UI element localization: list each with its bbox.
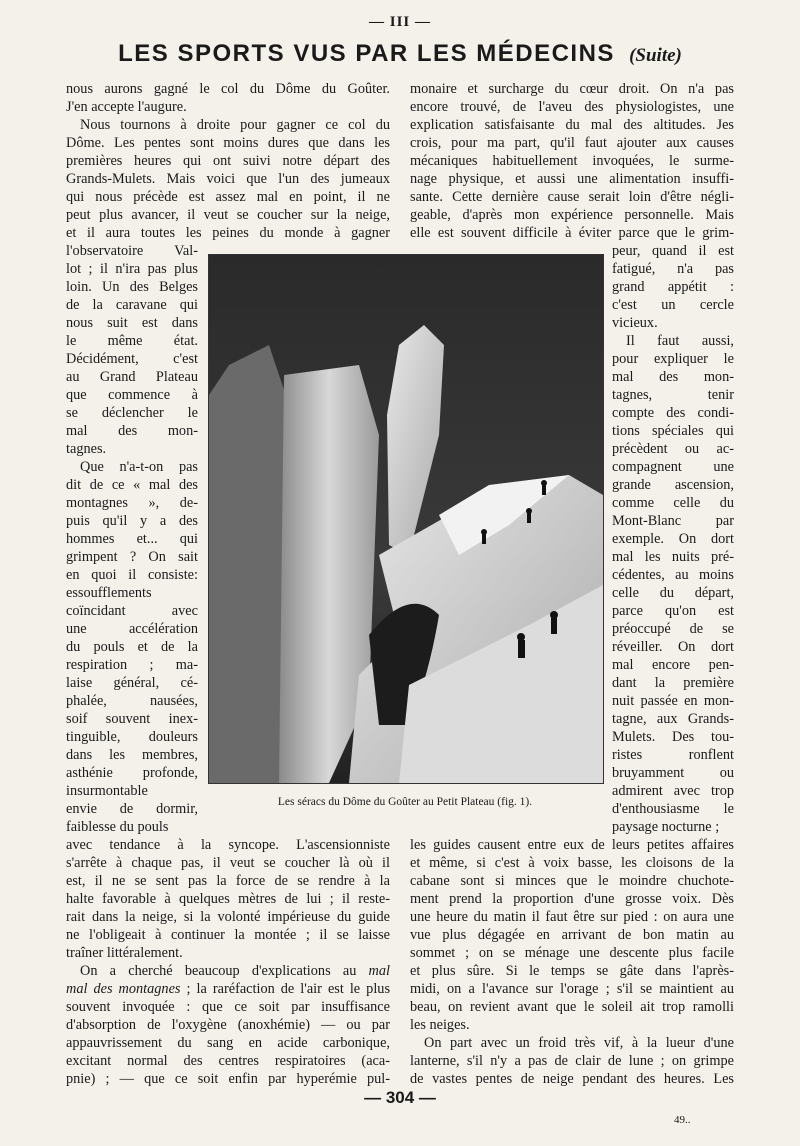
text-line: asthénie profonde,: [66, 765, 198, 781]
text-line: les guides causent entre eux de leurs petites affaires: [410, 837, 734, 853]
text-line: Il faut aussi,: [626, 333, 734, 349]
text-line: sante. Cette dernière cause serait loin d'être négli-: [410, 189, 734, 205]
text-line: peur, quand il est: [612, 243, 734, 259]
text-line: vicieux.: [612, 315, 658, 331]
text-line: une accélération: [66, 621, 198, 637]
text-line: et plus sûre. Si le temps se gâte dans l'après-: [410, 963, 734, 979]
text-line: ristes ronflent: [612, 747, 734, 763]
text-line: [66, 962, 390, 980]
text-line: excitant normal des centres respiratoires (aca-: [66, 1053, 390, 1069]
text-line: grande ascension,: [612, 477, 734, 493]
text-line: c'est un cercle: [612, 297, 734, 313]
page-number-bottom: — 304 —: [364, 1088, 436, 1107]
text-line: monaire et surcharge du cœur droit. On n'a pas: [410, 81, 734, 97]
text-line: d'enthousiasme le: [612, 801, 734, 817]
text-segment: ; la raréfaction de l'air est le plus: [186, 981, 391, 997]
text-line: lanterne, s'il n'y a pas de clair de lune ; on grimpe: [410, 1053, 734, 1069]
text-line: d'absorption de l'oxygène (anoxhémie) — ou par: [66, 1017, 390, 1033]
text-line: une heure du matin il faut être sur pied : on aura une: [410, 909, 734, 925]
text-segment: On a cherché beaucoup d'explications au: [80, 963, 357, 979]
text-line: le même état.: [66, 333, 198, 349]
text-line: elle est souvent difficile à éviter parce que le grim-: [410, 225, 734, 241]
text-line: [66, 980, 390, 998]
text-line: qui nous précède est assez mal en point, il ne: [66, 189, 390, 205]
text-line: paysage nocturne ;: [612, 819, 720, 835]
text-line: nuit passée en mon-: [612, 693, 734, 709]
text-line: cédentes, au moins: [612, 567, 734, 583]
text-line: s'arrête à chaque pas, il veut se coucher là où il: [66, 855, 390, 871]
text-line: Décidément, c'est: [66, 351, 198, 367]
text-line: et il aura toutes les peines du monde à gagner: [66, 225, 390, 241]
text-line: de vastes pentes de neige pendant des heures. Les: [410, 1071, 734, 1087]
page-title: [0, 40, 800, 68]
text-line: compagnent une: [612, 459, 734, 475]
text-line: tagne, aux Grands-: [612, 711, 734, 727]
text-line: mécaniques habituellement invoquées, le surme-: [410, 153, 734, 169]
text-line: mal les nuits pré-: [612, 549, 734, 565]
text-line: l'observatoire Val-: [66, 243, 198, 259]
text-line: souvent invoquée : que ce soit par insuffisance: [66, 999, 390, 1015]
text-line: phalée, nausées,: [66, 693, 198, 709]
text-line: Que n'a-t-on pas: [80, 459, 198, 475]
text-line: compte des condi-: [612, 405, 734, 421]
title-suffix: (Suite): [629, 45, 682, 66]
text-line: Mont-Blanc par: [612, 513, 734, 529]
text-line: tions spéciales qui: [612, 423, 734, 439]
italic-term: mal: [368, 963, 390, 979]
text-line: lot ; il n'ira pas plus: [66, 261, 198, 277]
text-line: avec tendance à la syncope. L'ascensionniste: [66, 837, 390, 853]
page-number-top: — III —: [368, 14, 431, 30]
text-line: Nous tournons à droite pour gagner ce col du: [80, 117, 390, 133]
text-line: hommes et... qui: [66, 531, 198, 547]
text-line: fatigué, n'a pas: [612, 261, 734, 277]
text-line: et même, si c'est à voix basse, les cloisons de la: [410, 855, 734, 871]
text-line: admirent avec trop: [612, 783, 734, 799]
text-line: que commence à: [66, 387, 198, 403]
text-line: ne l'obligeait à continuer la montée ; il se laisse: [66, 927, 390, 943]
text-line: vue plus dégagée en arrivant de bon matin au: [410, 927, 734, 943]
text-line: précèdent ou ac-: [612, 441, 734, 457]
text-line: mal encore pen-: [612, 657, 734, 673]
text-line: mal des mon-: [612, 369, 734, 385]
text-line: nous suit est dans: [66, 315, 198, 331]
text-line: tinguible, douleurs: [66, 729, 198, 745]
text-line: bruyamment ou: [612, 765, 734, 781]
text-line: appauvrissement du sang en acide carbonique,: [66, 1035, 390, 1051]
text-line: nous aurons gagné le col du Dôme du Goûter.: [66, 81, 390, 97]
text-line: exemple. On dort: [612, 531, 734, 547]
text-line: faiblesse du pouls: [66, 819, 169, 835]
text-line: mal des mon-: [66, 423, 198, 439]
text-line: parce qu'on est: [612, 603, 734, 619]
text-line: loin. Un des Belges: [66, 279, 198, 295]
text-line: crois, pour ma part, qu'il faut ajouter aux causes: [410, 135, 734, 151]
text-line: Mulets. Des tou-: [612, 729, 734, 745]
text-line: ment prend la proportion d'une grosse voix. Dès: [410, 891, 734, 907]
text-line: dant la première: [612, 675, 734, 691]
text-line: dans les membres,: [66, 747, 198, 763]
text-line: pour expliquer le: [612, 351, 734, 367]
text-line: se déclencher le: [66, 405, 198, 421]
text-line: explication satisfaisante du mal des altitudes. Jes: [410, 117, 734, 133]
text-line: cabane sont si minces que le moindre chuchote-: [410, 873, 734, 889]
text-line: laise général, cé-: [66, 675, 198, 691]
text-line: dit de ce « mal des: [66, 477, 198, 493]
text-line: premières heures qui ont suivi notre départ des: [66, 153, 390, 169]
text-line: J'en accepte l'augure.: [66, 99, 187, 115]
figure-photo: [208, 254, 604, 784]
text-line: Dôme. Les pentes sont moins dures que dans les: [66, 135, 390, 151]
figure-caption: Les séracs du Dôme du Goûter au Petit Plateau (fig. 1).: [277, 796, 533, 808]
text-line: comme celle du: [612, 495, 734, 511]
text-line: coïncidant avec: [66, 603, 198, 619]
text-line: montagnes », de-: [66, 495, 198, 511]
title-text: LES SPORTS VUS PAR LES MÉDECINS: [118, 40, 615, 67]
text-line: tagnes, tenir: [612, 387, 734, 403]
text-line: du pouls et de la: [66, 639, 198, 655]
text-line: encore trouvé, de l'aveu des physiologistes, une: [410, 99, 734, 115]
text-line: On part avec un froid très vif, à la lueur d'une: [424, 1035, 734, 1051]
text-line: rait dans la neige, si la volonté impérieuse du guide: [66, 909, 390, 925]
text-line: sommet ; on se ménage une descente plus facile: [410, 945, 734, 961]
text-line: en quoi il consiste:: [66, 567, 198, 583]
text-line: les neiges.: [410, 1017, 470, 1033]
text-line: Grands-Mulets. Mais voici que l'un des jumeaux: [66, 171, 390, 187]
text-line: de la caravane qui: [66, 297, 198, 313]
text-line: geable, d'après mon expérience personnelle. Mais: [410, 207, 734, 223]
text-line: au Grand Plateau: [66, 369, 198, 385]
text-line: grand appétit :: [612, 279, 734, 295]
text-line: envie de dormir,: [66, 801, 198, 817]
text-line: puis qu'il y a des: [66, 513, 198, 529]
text-line: celle du départ,: [612, 585, 734, 601]
text-line: soif souvent inex-: [66, 711, 198, 727]
text-line: respiration ; ma-: [66, 657, 198, 673]
text-line: essoufflements: [66, 585, 152, 601]
text-line: traîner littéralement.: [66, 945, 183, 961]
text-line: nage physique, et aussi une alimentation insuffi-: [410, 171, 734, 187]
text-line: réveiller. On dort: [612, 639, 734, 655]
text-line: peut plus avancer, il veut se coucher sur la neige,: [66, 207, 390, 223]
text-line: insurmontable: [66, 783, 148, 799]
text-line: midi, on a l'avance sur l'orage ; s'il se maintient au: [410, 981, 734, 997]
text-line: est, il ne se sent pas la force de se rendre à la: [66, 873, 390, 889]
text-line: beau, on revient avant que le soleil ait trop ramolli: [410, 999, 734, 1015]
text-line: pnie) ; — que ce soit enfin par hyperémie pul-: [66, 1071, 390, 1087]
text-line: tagnes.: [66, 441, 107, 457]
printer-mark: 49..: [674, 1114, 691, 1126]
seracs-photo-image: [209, 255, 603, 783]
text-line: halte favorable à quelques mètres de lui ; il reste-: [66, 891, 390, 907]
italic-term: mal des montagnes: [66, 981, 181, 997]
text-line: préoccupé de se: [612, 621, 734, 637]
text-line: grimpent ? On sait: [66, 549, 198, 565]
